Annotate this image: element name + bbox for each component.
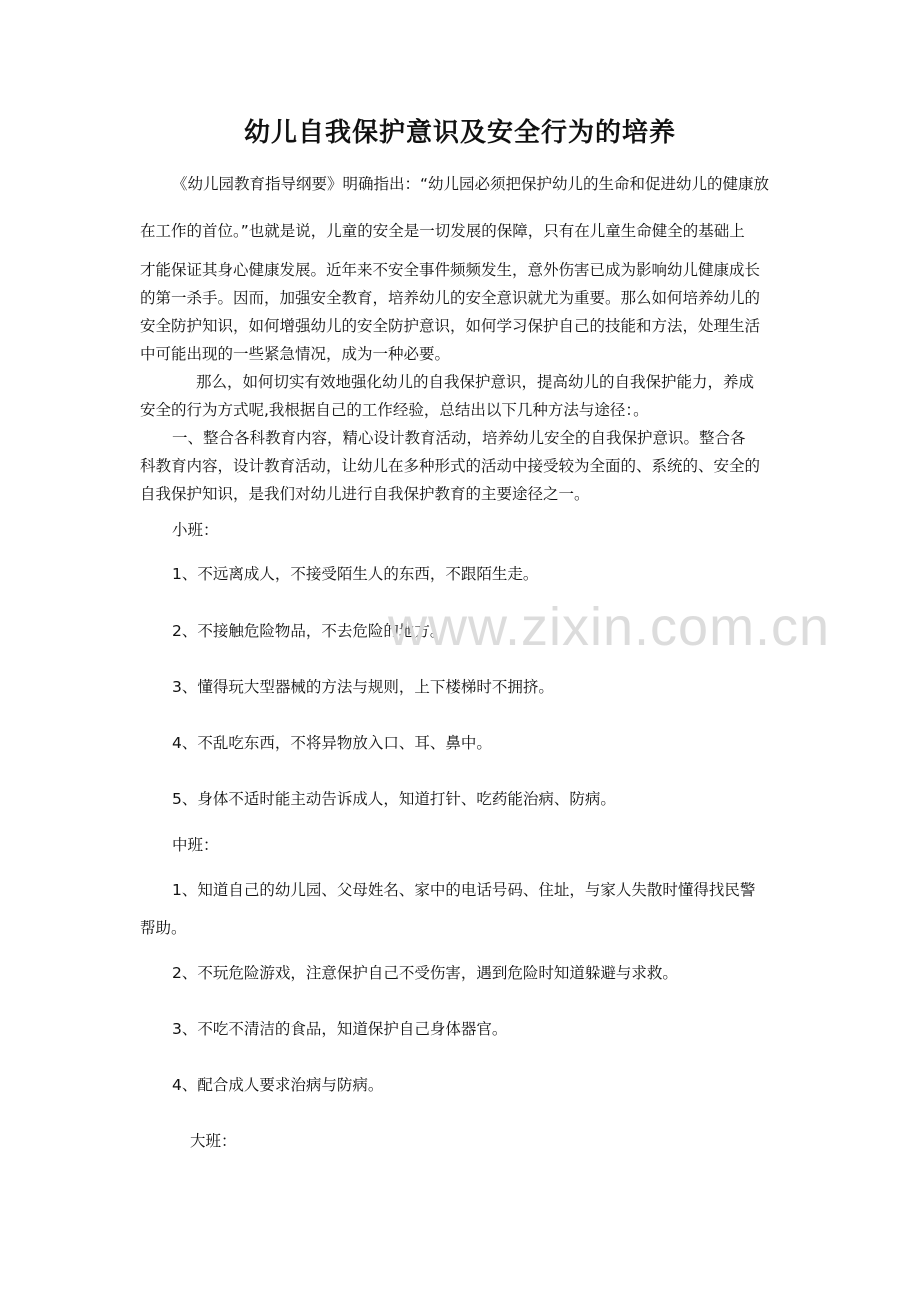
paragraph-line: 的第一杀手。因而，加强安全教育，培养幼儿的安全意识就尤为重要。那么如何培养幼儿的 (140, 289, 761, 307)
paragraph-line: 《幼儿园教育指导纲要》明确指出：“幼儿园必须把保护幼儿的生命和促进幼儿的健康放 (172, 175, 770, 193)
list-item: 1、知道自己的幼儿园、父母姓名、家中的电话号码、住址，与家人失散时懂得找民警 (172, 881, 756, 899)
paragraph-line: 那么，如何切实有效地强化幼儿的自我保护意识，提高幼儿的自我保护能力，养成 (196, 373, 755, 391)
list-item: 3、懂得玩大型器械的方法与规则，上下楼梯时不拥挤。 (172, 678, 554, 696)
paragraph-line: 科教育内容，设计教育活动，让幼儿在多种形式的活动中接受较为全面的、系统的、安全的 (140, 457, 761, 475)
watermark: www.zixin.com.cn (388, 597, 831, 657)
paragraph-line: 安全防护知识，如何增强幼儿的安全防护意识，如何学习保护自己的技能和方法，处理生活 (140, 317, 761, 335)
list-item: 2、不接触危险物品，不去危险的地方。 (172, 622, 446, 640)
list-item: 4、不乱吃东西，不将异物放入口、耳、鼻中。 (172, 734, 492, 752)
list-item-continuation: 帮助。 (140, 919, 187, 937)
paragraph-line: 中可能出现的一些紧急情况，成为一种必要。 (140, 345, 451, 363)
paragraph-line: 一、整合各科教育内容，精心设计教育活动，培养幼儿安全的自我保护意识。整合各 (172, 429, 746, 447)
section-heading-large-class: 大班： (190, 1132, 237, 1150)
section-heading-small-class: 小班： (172, 521, 219, 539)
list-item: 4、配合成人要求治病与防病。 (172, 1076, 384, 1094)
paragraph-line: 才能保证其身心健康发展。近年来不安全事件频频发生，意外伤害已成为影响幼儿健康成长 (140, 261, 761, 279)
document-title: 幼儿自我保护意识及安全行为的培养 (243, 118, 676, 148)
paragraph-line: 在工作的首位。”也就是说，儿童的安全是一切发展的保障，只有在儿童生命健全的基础上 (140, 222, 745, 240)
list-item: 5、身体不适时能主动告诉成人，知道打针、吃药能治病、防病。 (172, 790, 616, 808)
paragraph-line: 自我保护知识，是我们对幼儿进行自我保护教育的主要途径之一。 (140, 485, 590, 503)
list-item: 2、不玩危险游戏，注意保护自己不受伤害，遇到危险时知道躲避与求救。 (172, 964, 678, 982)
list-item: 1、不远离成人，不接受陌生人的东西，不跟陌生走。 (172, 565, 539, 583)
paragraph-line: 安全的行为方式呢,我根据自己的工作经验，总结出以下几种方法与途径：。 (140, 401, 649, 419)
list-item: 3、不吃不清洁的食品，知道保护自己身体器官。 (172, 1020, 508, 1038)
section-heading-middle-class: 中班： (172, 836, 219, 854)
